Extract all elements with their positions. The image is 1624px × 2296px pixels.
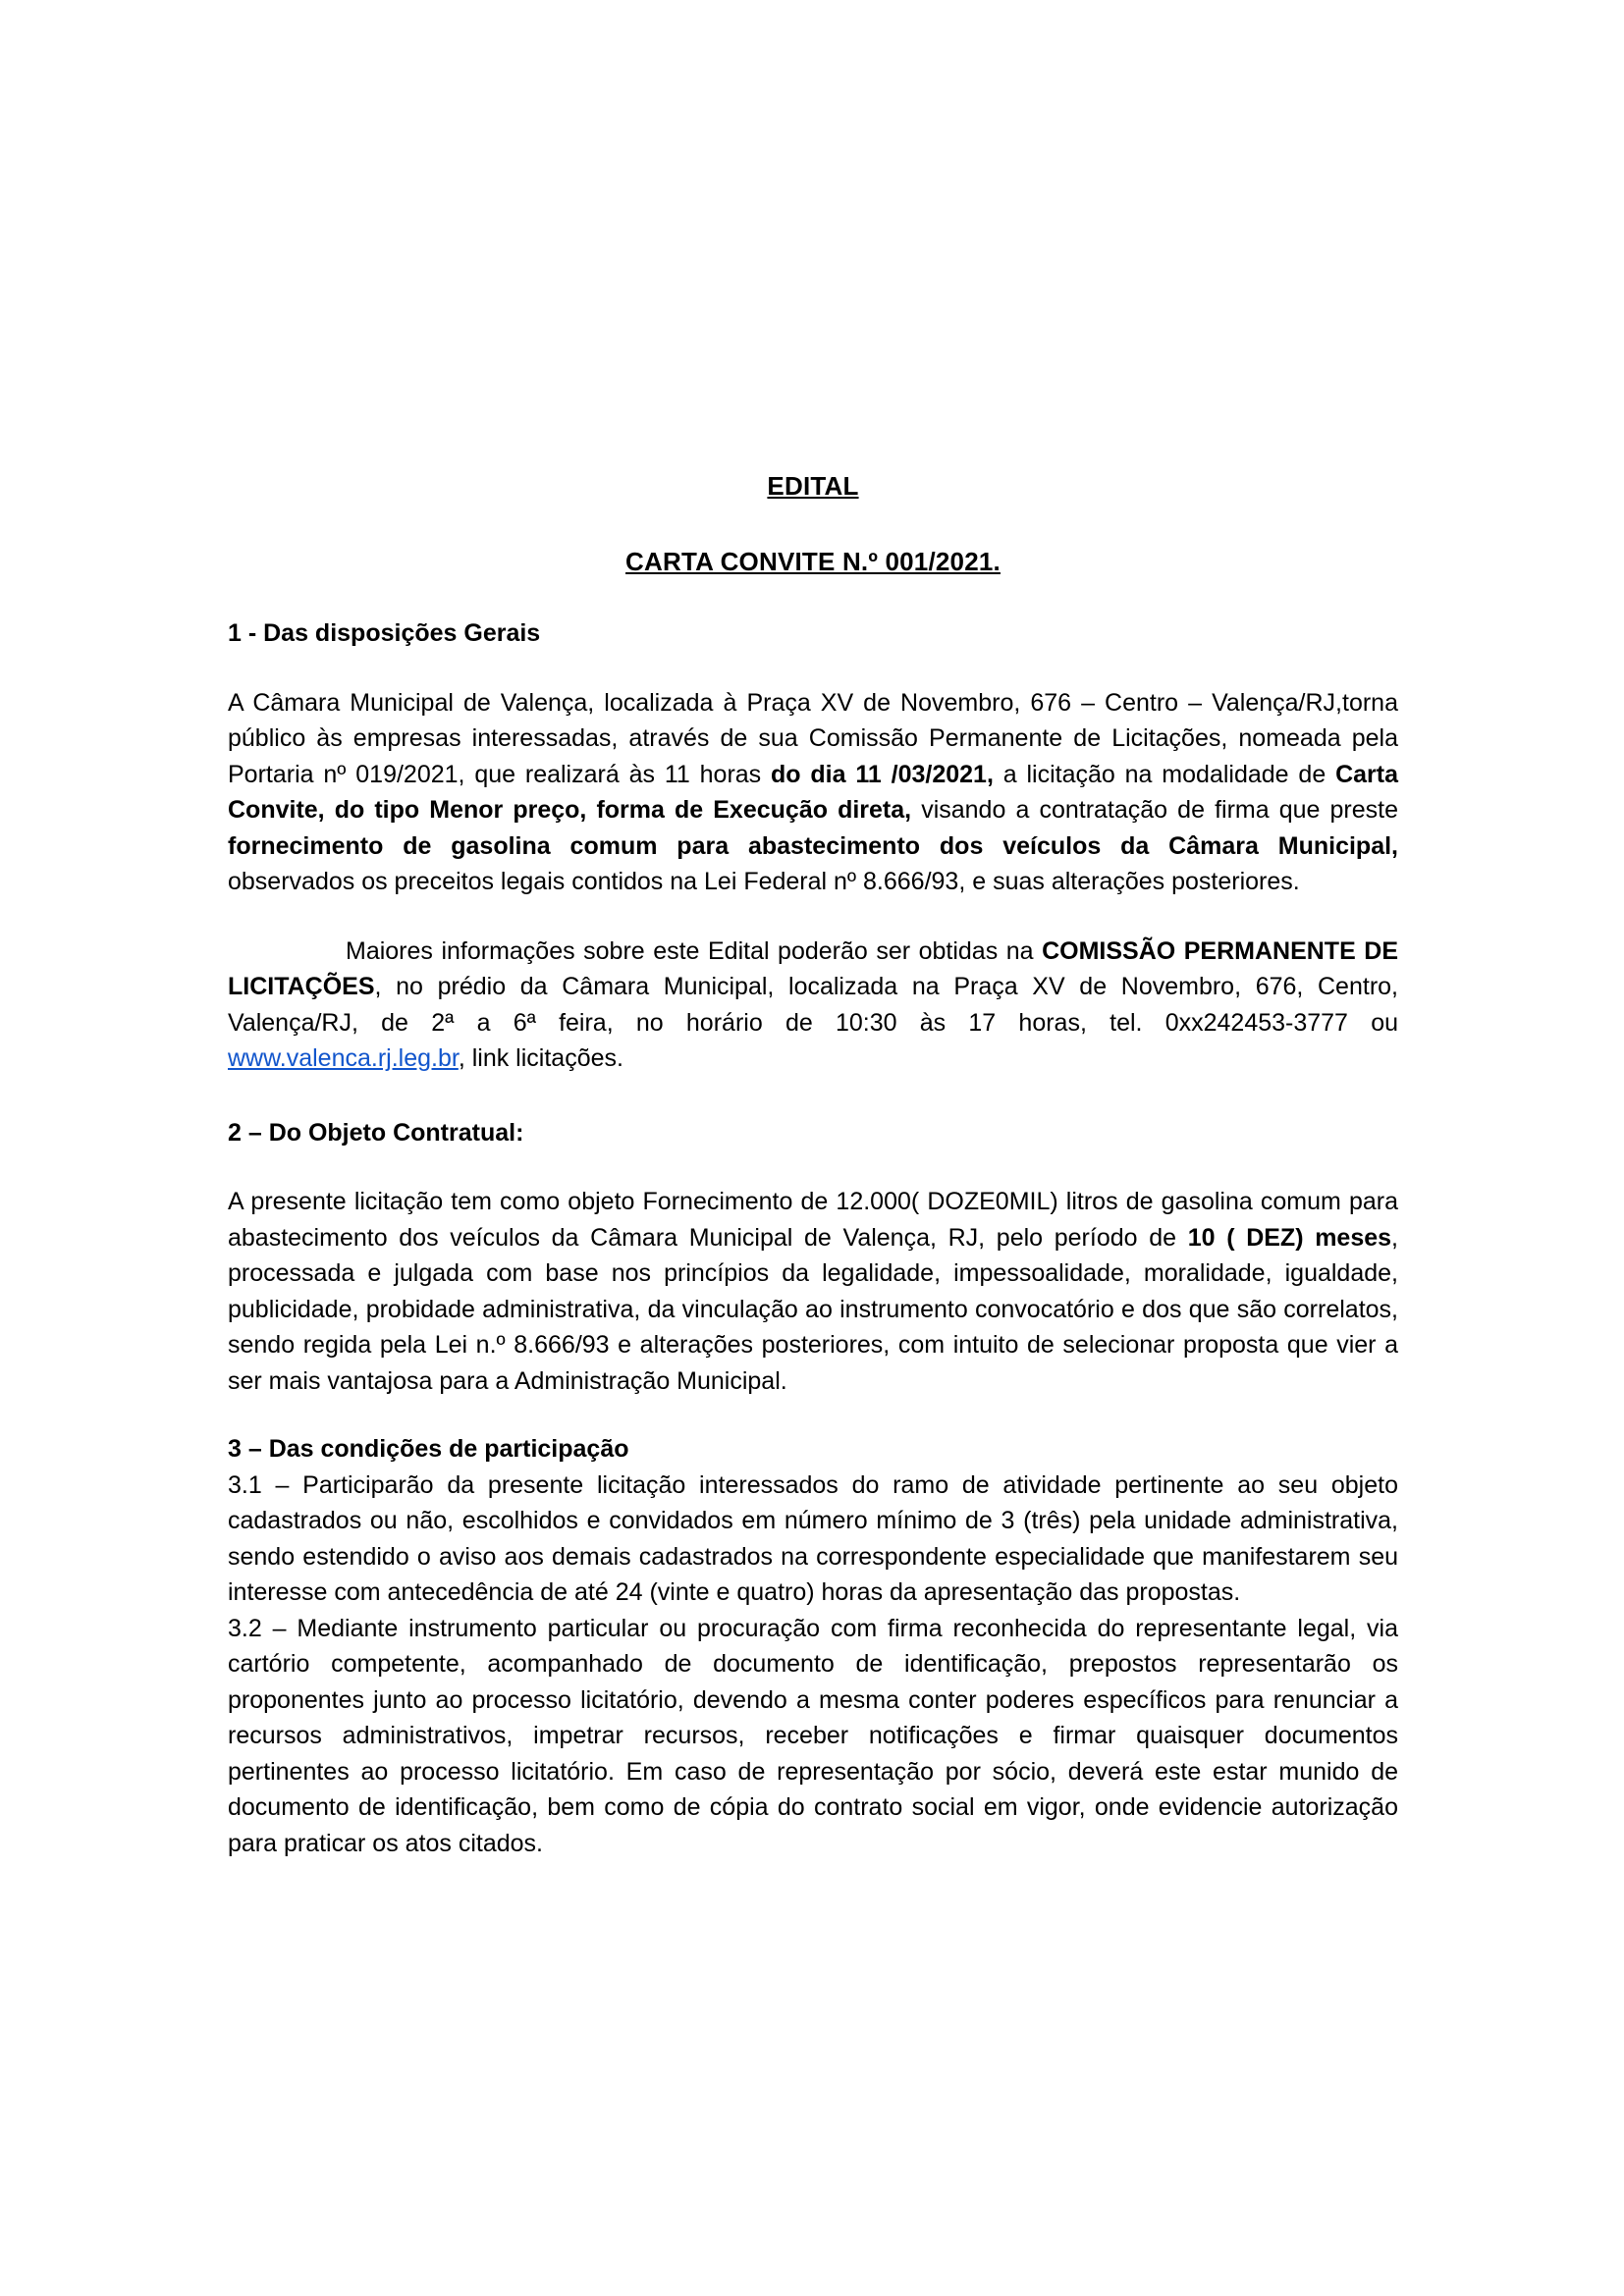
spacer — [228, 577, 1398, 616]
s2-p1-part-c: , processada e julgada com base nos princípios da legalidade, impessoalidade, moralidade, igualdade, publicidade, probidade administrativa, da vinculação ao instrumento convocatório e dos que são correlatos, sendo regida pela Lei n.º 8.666/93 e alterações posteriores, com intuito de selecionar proposta que vier a ser mais vantajosa para a Administração Municipal. — [228, 1223, 1398, 1395]
s1-p2-part-d: , link licitações. — [458, 1044, 623, 1072]
section-2-paragraph-1 — [228, 1184, 1398, 1399]
s1-p1-modalidade: Carta Convite, do tipo Menor preço, forma de Execução direta, — [228, 760, 1398, 824]
s1-p1-objeto: fornecimento de gasolina comum para abastecimento dos veículos da Câmara Municipal, — [228, 831, 1398, 860]
spacer — [228, 652, 1398, 685]
s1-p2-part-c: , no prédio da Câmara Municipal, localizada na Praça XV de Novembro, 676, Centro, Valença/RJ, de 2ª a 6ª feira, no horário de 10:30 às 17 horas, tel. 0xx242453-3777 ou — [228, 973, 1398, 1037]
section-3-paragraph-2: 3.2 – Mediante instrumento particular ou procuração com firma reconhecida do representante legal, via cartório competente, acompanhado de documento de identificação, prepostos representarão os proponentes junto ao processo licitatório, devendo a mesma conter poderes específicos para renunciar a recursos administrativos, impetrar recursos, receber notificações e firmar quaisquer documentos pertinentes ao processo licitatório. Em caso de representação por sócio, deverá este estar munido de documento de identificação, bem como de cópia do contrato social em vigor, onde evidencie autorização para praticar os atos citados. — [228, 1614, 1398, 1857]
camara-website-link[interactable]: www.valenca.rj.leg.br — [228, 1044, 459, 1072]
s1-p1-part-e: visando a contratação de firma que preste — [911, 796, 1398, 824]
s1-p1-part-g: observados os preceitos legais contidos na Lei Federal nº 8.666/93, e suas alterações posteriores. — [228, 868, 1300, 895]
spacer — [228, 900, 1398, 934]
s1-p2-comissao: COMISSÃO PERMANENTE DE LICITAÇÕES — [228, 936, 1398, 1000]
document-title-text: EDITAL — [767, 471, 859, 501]
s2-p1-part-a: A presente licitação tem como objeto Fornecimento de 12.000( DOZE0MIL) litros de gasolina comum para abastecimento dos veículos da Câmara Municipal de Valença, RJ, pelo período de — [228, 1188, 1398, 1252]
section-1-paragraph-1 — [228, 685, 1398, 900]
section-3-heading: 3 – Das condições de participação — [228, 1435, 629, 1463]
spacer — [228, 502, 1398, 547]
document-title — [228, 471, 1398, 502]
section-3-paragraph-1: 3.1 – Participarão da presente licitação interessados do ramo de atividade pertinente ao seu objeto cadastrados ou não, escolhidos e convidados em número mínimo de 3 (três) pela unidade administrativa, sendo estendido o aviso aos demais cadastrados na correspondente especialidade que manifestarem seu interesse com antecedência de até 24 (vinte e quatro) horas da apresentação das propostas. — [228, 1470, 1398, 1606]
s1-p1-date: do dia 11 /03/2021, — [771, 760, 994, 788]
s1-p2-part-a: Maiores informações sobre este Edital poderão ser obtidas na — [346, 936, 1043, 965]
document-subtitle-text: CARTA CONVITE N.º 001/2021. — [625, 547, 1001, 576]
spacer — [228, 1150, 1398, 1184]
section-2-heading: 2 – Do Objeto Contratual: — [228, 1118, 524, 1147]
section-1-heading: 1 - Das disposições Gerais — [228, 619, 541, 647]
spacer — [228, 1399, 1398, 1432]
s2-p1-periodo: 10 ( DEZ) meses — [1187, 1223, 1392, 1252]
spacer — [228, 1077, 1398, 1116]
document-body — [228, 471, 1398, 1861]
s1-p1-part-a: A Câmara Municipal de Valença, localizada à Praça XV de Novembro, 676 – Centro – Valença/RJ,torna público às empresas interessadas, através de sua Comissão Permanente de Licitações, nomeada pela Portaria nº 019/2021, que realizará às 11 horas — [228, 688, 1398, 788]
section-1-paragraph-2 — [228, 934, 1398, 1077]
document-subtitle — [228, 547, 1398, 577]
s1-p1-part-c: a licitação na modalidade de — [993, 760, 1336, 788]
